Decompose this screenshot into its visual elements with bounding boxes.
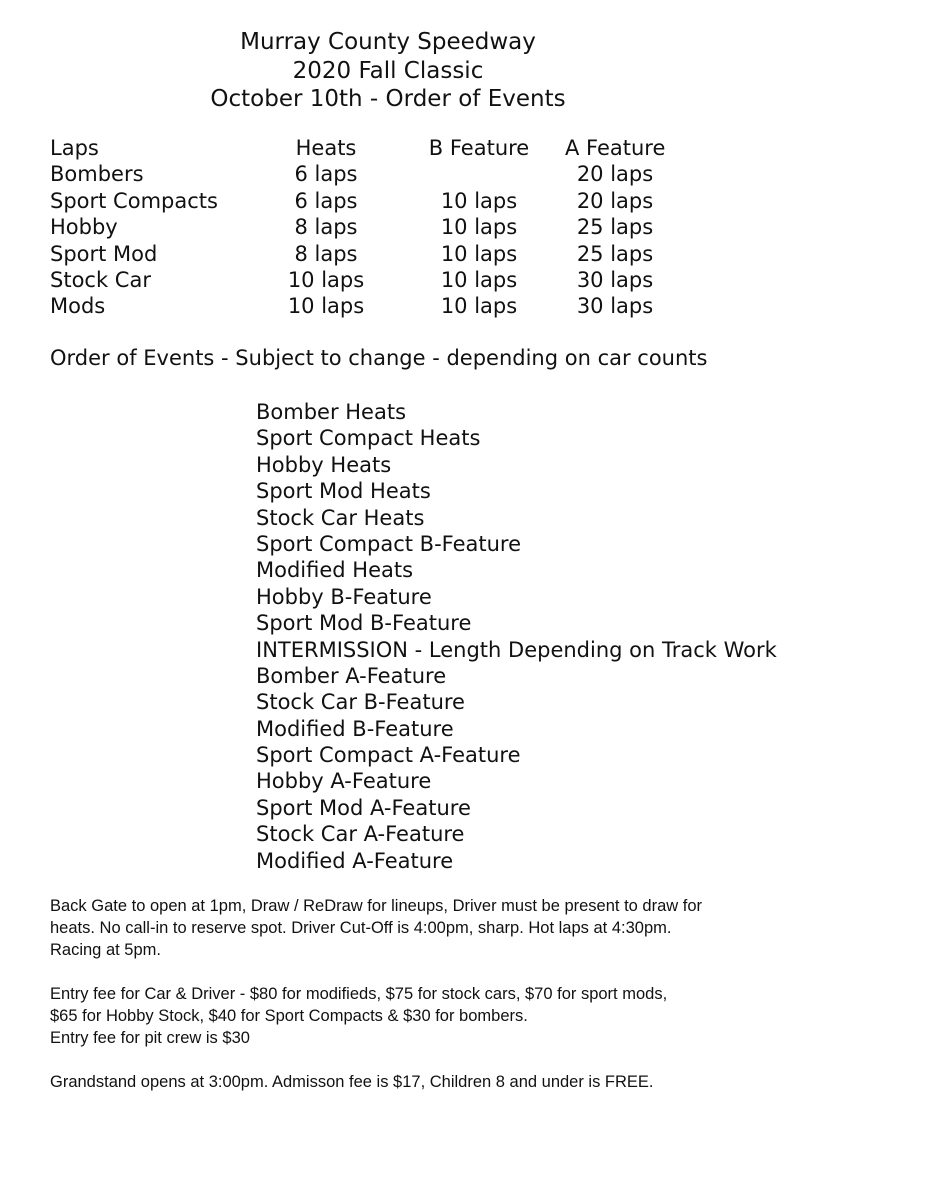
- a-feature-laps: 20 laps: [576, 162, 654, 187]
- class-name: Sport Mod: [50, 241, 158, 266]
- a-feature-laps: 20 laps: [576, 188, 654, 213]
- list-item: Hobby A-Feature: [256, 769, 432, 794]
- column-header: Heats: [295, 136, 357, 160]
- list-item: Stock Car A-Feature: [256, 822, 465, 847]
- list-item: Hobby B-Feature: [256, 584, 432, 609]
- list-item: INTERMISSION - Length Depending on Track Work: [256, 637, 777, 662]
- paragraph-line: Racing at 5pm.: [50, 941, 161, 959]
- order-of-events-list: [256, 399, 777, 874]
- title-speedway: Murray County Speedway: [240, 29, 536, 55]
- paragraph-line: $65 for Hobby Stock, $40 for Sport Compacts & $30 for bombers.: [50, 1007, 528, 1025]
- class-name: Hobby: [50, 215, 118, 240]
- b-feature-laps: 10 laps: [440, 294, 518, 319]
- class-name: Bombers: [50, 162, 144, 187]
- heat-laps: 10 laps: [287, 267, 365, 292]
- grandstand-paragraph: [50, 1071, 850, 1093]
- list-item: Stock Car B-Feature: [256, 690, 465, 715]
- order-of-events-heading: Order of Events - Subject to change - depending on car counts: [50, 346, 708, 370]
- a-feature-laps: 30 laps: [576, 267, 654, 292]
- b-feature-laps: 10 laps: [440, 188, 518, 213]
- b-feature-laps: 10 laps: [440, 241, 518, 266]
- class-name: Stock Car: [50, 267, 151, 292]
- list-item: Sport Mod Heats: [256, 479, 431, 504]
- a-feature-laps: 25 laps: [576, 215, 654, 240]
- paragraph-line: heats. No call-in to reserve spot. Driver Cut-Off is 4:00pm, sharp. Hot laps at 4:30pm.: [50, 919, 672, 937]
- list-item: Sport Compact B-Feature: [256, 531, 522, 556]
- document-title: [0, 28, 776, 114]
- class-name: Sport Compacts: [50, 188, 218, 213]
- column-header: A Feature: [565, 136, 666, 160]
- gate-info-paragraph: [50, 895, 850, 961]
- b-feature-laps: 10 laps: [440, 215, 518, 240]
- a-feature-laps: 30 laps: [576, 294, 654, 319]
- list-item: Sport Mod A-Feature: [256, 795, 471, 820]
- list-item: Sport Compact Heats: [256, 426, 481, 451]
- paragraph-line: Entry fee for Car & Driver - $80 for modifieds, $75 for stock cars, $70 for sport mods,: [50, 985, 668, 1003]
- title-date: October 10th - Order of Events: [210, 86, 566, 112]
- list-item: Hobby Heats: [256, 452, 392, 477]
- list-item: Sport Compact A-Feature: [256, 743, 521, 768]
- heat-laps: 10 laps: [287, 294, 365, 319]
- a-feature-laps: 25 laps: [576, 241, 654, 266]
- column-header: B Feature: [428, 136, 530, 160]
- event-notes: [50, 895, 850, 1115]
- entry-fee-paragraph: [50, 983, 850, 1049]
- list-item: Bomber Heats: [256, 400, 407, 424]
- paragraph-line: Back Gate to open at 1pm, Draw / ReDraw for lineups, Driver must be present to draw for: [50, 897, 703, 915]
- paragraph-line: Entry fee for pit crew is $30: [50, 1029, 250, 1047]
- class-name: Mods: [50, 294, 106, 319]
- list-item: Modified Heats: [256, 558, 414, 583]
- heat-laps: 6 laps: [294, 162, 358, 187]
- title-event: 2020 Fall Classic: [292, 57, 484, 84]
- paragraph-line: Grandstand opens at 3:00pm. Admisson fee is $17, Children 8 and under is FREE.: [50, 1073, 654, 1091]
- heat-laps: 6 laps: [294, 188, 358, 213]
- column-header: Laps: [50, 136, 99, 160]
- heat-laps: 8 laps: [294, 241, 358, 266]
- list-item: Stock Car Heats: [256, 505, 425, 530]
- list-item: Modified B-Feature: [256, 716, 454, 741]
- b-feature-laps: 10 laps: [440, 267, 518, 292]
- list-item: Bomber A-Feature: [256, 663, 447, 688]
- list-item: Sport Mod B-Feature: [256, 611, 472, 636]
- list-item: Modified A-Feature: [256, 848, 454, 873]
- heat-laps: 8 laps: [294, 215, 358, 240]
